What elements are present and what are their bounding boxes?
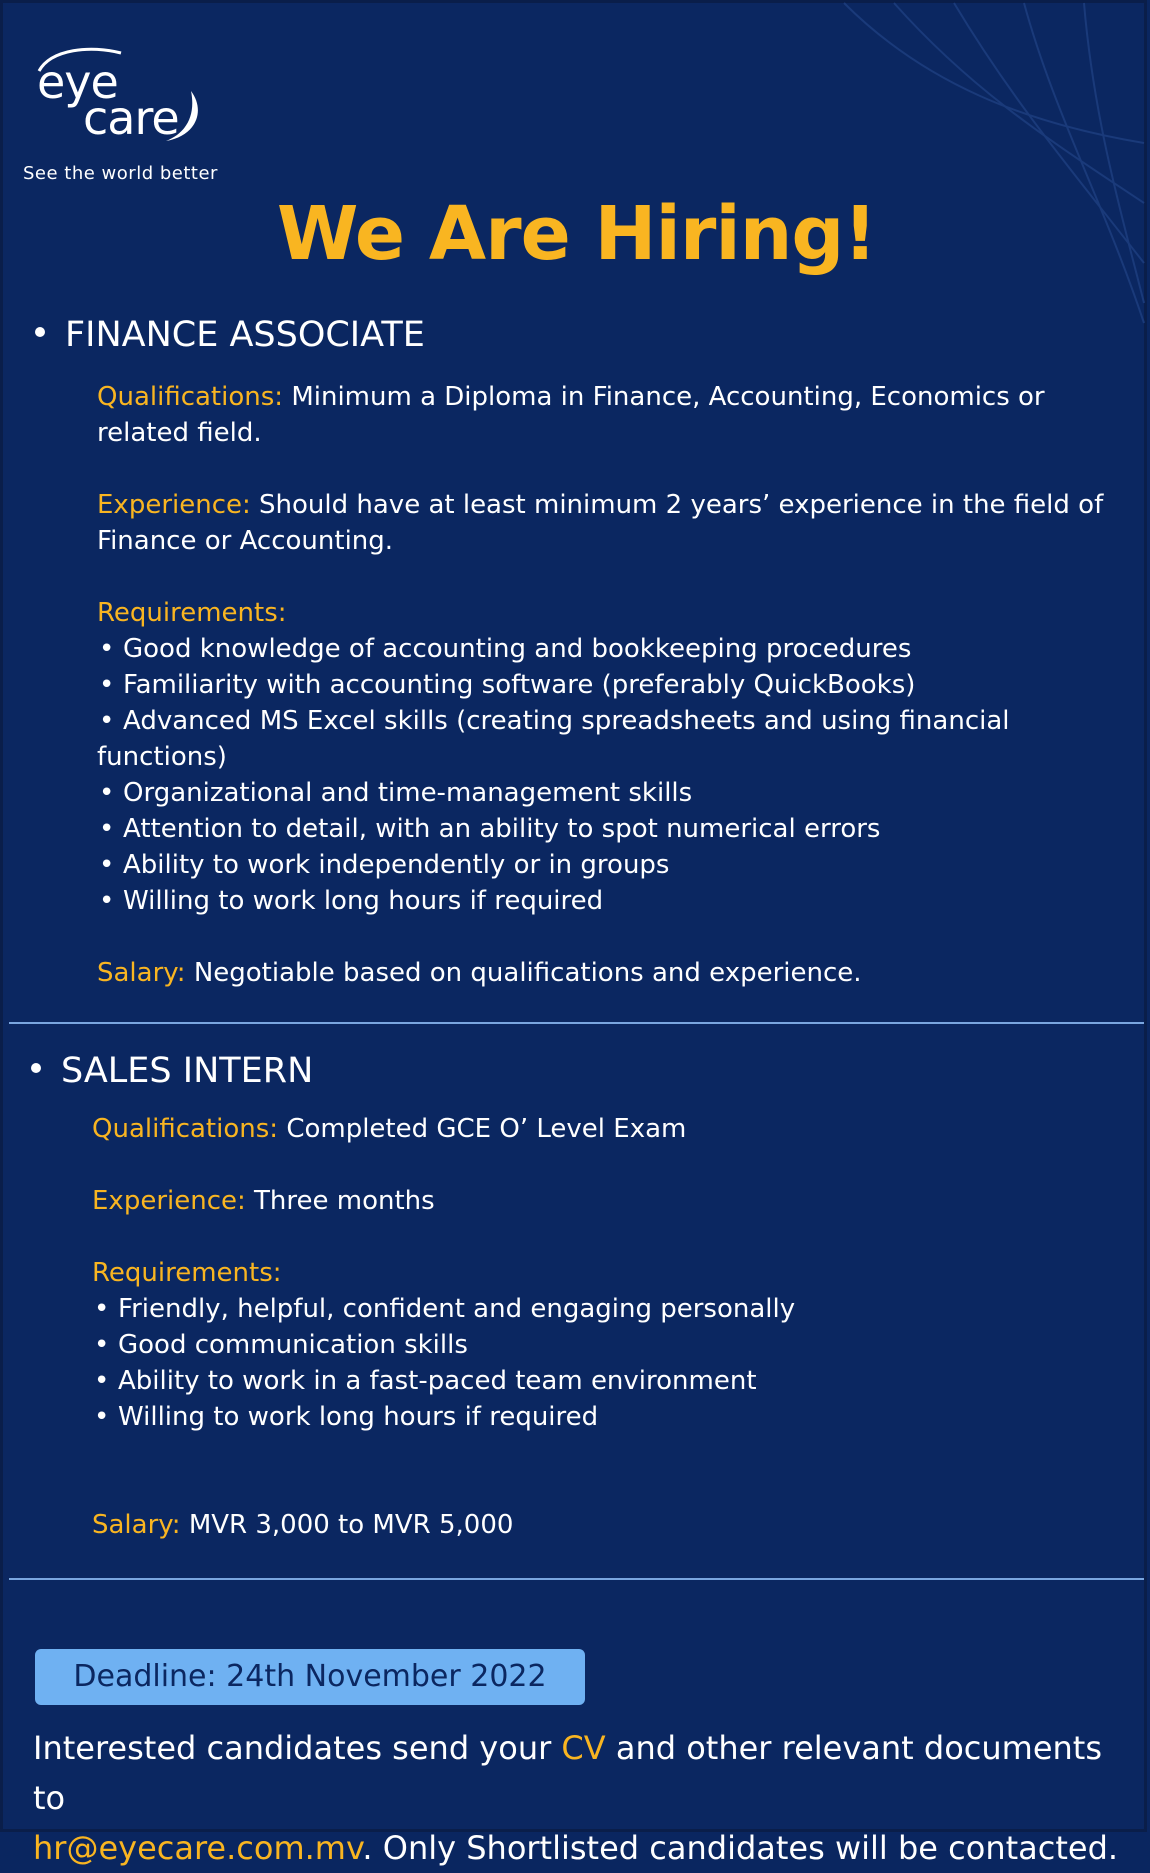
experience-label: Experience:	[97, 490, 251, 520]
list-item: • Willing to work long hours if required	[97, 883, 1127, 919]
finance-qualifications	[97, 379, 1127, 451]
qualifications-text-cont: related field.	[97, 418, 262, 448]
list-item: • Attention to detail, with an ability to spot numerical errors	[97, 811, 1127, 847]
list-item: • Ability to work independently or in groups	[97, 847, 1127, 883]
qualifications-text: Completed GCE O’ Level Exam	[286, 1114, 687, 1144]
list-item: • Good knowledge of accounting and bookkeeping procedures	[97, 631, 1127, 667]
experience-text-cont: Finance or Accounting.	[97, 526, 394, 556]
bullet-icon	[35, 327, 45, 337]
sales-salary	[92, 1507, 1122, 1543]
requirements-label: Requirements:	[97, 598, 287, 628]
experience-text: Three months	[254, 1186, 435, 1216]
section-divider	[9, 1578, 1144, 1580]
logo-word-care: care	[83, 91, 179, 145]
job-title-text: SALES INTERN	[61, 1051, 314, 1091]
qualifications-label: Qualifications:	[97, 382, 284, 412]
job-title-text: FINANCE ASSOCIATE	[65, 315, 425, 355]
finance-salary	[97, 955, 1127, 991]
logo-word-eye: eye	[37, 55, 118, 109]
salary-text: Negotiable based on qualifications and experience.	[193, 958, 862, 988]
application-instructions	[33, 1723, 1123, 1873]
job-title-sales	[31, 1051, 313, 1091]
eyecare-logo	[31, 41, 231, 151]
list-item: • Ability to work in a fast-paced team environment	[92, 1363, 1122, 1399]
email-link[interactable]: hr@eyecare.com.mv	[33, 1829, 363, 1867]
list-item: • Good communication skills	[92, 1327, 1122, 1363]
list-item: • Willing to work long hours if required	[92, 1399, 1122, 1435]
finance-experience	[97, 487, 1127, 559]
footer-text: Interested candidates send your	[33, 1729, 562, 1767]
experience-label: Experience:	[92, 1186, 246, 1216]
sales-experience	[92, 1183, 1122, 1219]
section-divider	[9, 1022, 1144, 1024]
list-item-wrap: functions)	[97, 742, 227, 772]
list-item: • Advanced MS Excel skills (creating spreadsheets and using financial	[97, 703, 1127, 739]
experience-text: Should have at least minimum 2 years’ experience in the field of	[259, 490, 1104, 520]
finance-requirements-list-cont	[97, 775, 1127, 919]
page-title: We Are Hiring!	[276, 191, 877, 277]
bullet-icon	[31, 1063, 41, 1073]
qualifications-label: Qualifications:	[92, 1114, 279, 1144]
finance-details	[97, 379, 1127, 991]
qualifications-text: Minimum a Diploma in Finance, Accounting, Economics or	[291, 382, 1045, 412]
footer-text: . Only Shortlisted candidates will be contacted.	[362, 1829, 1119, 1867]
deadline-badge: Deadline: 24th November 2022	[35, 1649, 585, 1705]
salary-label: Salary:	[92, 1510, 181, 1540]
list-item: • Familiarity with accounting software (preferably QuickBooks)	[97, 667, 1127, 703]
salary-text: MVR 3,000 to MVR 5,000	[188, 1510, 514, 1540]
list-item: • Friendly, helpful, confident and engaging personally	[92, 1291, 1122, 1327]
job-title-finance	[35, 315, 425, 355]
footer-text: and other relevant documents to	[33, 1729, 1103, 1817]
brand-tagline: See the world better	[23, 163, 218, 184]
requirements-label: Requirements:	[92, 1258, 282, 1288]
list-item: • Organizational and time-management skills	[97, 775, 1127, 811]
sales-requirements-list	[92, 1291, 1122, 1435]
finance-requirements-list	[97, 631, 1127, 739]
cv-highlight: CV	[561, 1729, 606, 1767]
decorative-curves	[724, 3, 1144, 333]
salary-label: Salary:	[97, 958, 186, 988]
sales-details	[92, 1111, 1122, 1543]
sales-qualifications	[92, 1111, 1122, 1147]
logo-swoosh-icon	[31, 41, 231, 151]
